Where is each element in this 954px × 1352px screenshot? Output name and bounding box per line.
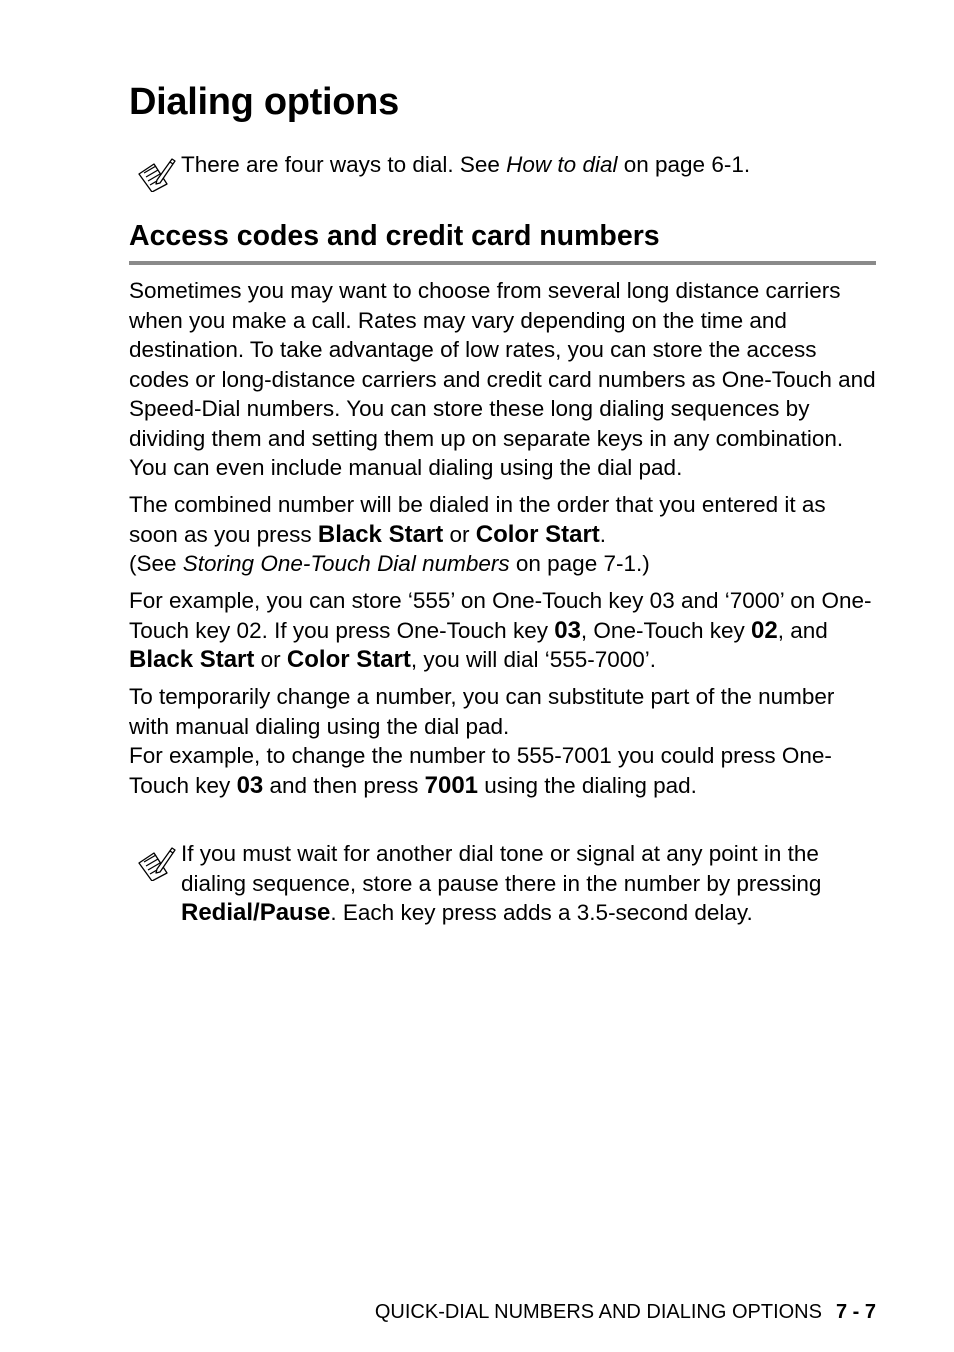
paragraph-combined-number: The combined number will be dialed in the order that you entered it as soon as you press Black Start or Color Start. (See Storing One-Touch Dial numbers on page 7-1.) <box>129 492 826 576</box>
key-black-start: Black Start <box>129 646 255 673</box>
cross-reference: How to dial <box>506 152 618 177</box>
note-pad-pencil-icon <box>136 845 176 881</box>
key-03: 03 <box>554 616 581 644</box>
paragraph-temporary-change: To temporarily change a number, you can substitute part of the number with manual dialing using the dial pad. For example, to change the number to 555-7001 you could press One-Touch key 03 and then press 7001 using the dialing pad. <box>129 684 835 799</box>
key-03: 03 <box>236 771 264 799</box>
key-color-start: Color Start <box>475 520 600 548</box>
paragraph-carriers: Sometimes you may want to choose from several long distance carriers when you make a call. Rates may vary depending on the time and destination. To take advantage of low rates, you can store the access codes or long-distance carriers and credit card numbers as One-Touch and Speed-Dial numbers. You can store these long dialing sequences by dividing them and setting them up on separate keys in any combination. You can even include manual dialing using the dial pad. <box>129 278 876 480</box>
key-redial-pause: Redial/Pause <box>181 899 331 926</box>
paragraph-example-store: For example, you can store ‘555’ on One-Touch key 03 and ‘7000’ on One-Touch key 02. If you press One-Touch key 03, One-Touch key 02, and Black Start or Color Start, you will dial ‘555-7000’. <box>129 588 872 673</box>
cross-reference: Storing One-Touch Dial numbers <box>182 551 510 576</box>
key-7001: 7001 <box>424 771 479 799</box>
footer-chapter: QUICK-DIAL NUMBERS AND DIALING OPTIONS <box>374 1301 822 1323</box>
section-heading: Access codes and credit card numbers <box>129 218 876 265</box>
key-color-start: Color Start <box>286 646 411 673</box>
key-02: 02 <box>751 616 778 644</box>
note-text: There are four ways to dial. See How to dial on page 6-1. <box>181 152 751 177</box>
page-title: Dialing options <box>129 81 399 123</box>
key-black-start: Black Start <box>317 520 444 548</box>
footer-page-number: 7 - 7 <box>835 1301 876 1323</box>
section-body <box>129 276 879 808</box>
note-text: If you must wait for another dial tone or signal at any point in the dialing sequence, store a pause there in the number by pressing Redial/Pause. Each key press adds a 3.5-second delay. <box>181 841 822 926</box>
note-pad-pencil-icon <box>136 156 176 192</box>
page-footer <box>375 1298 876 1326</box>
